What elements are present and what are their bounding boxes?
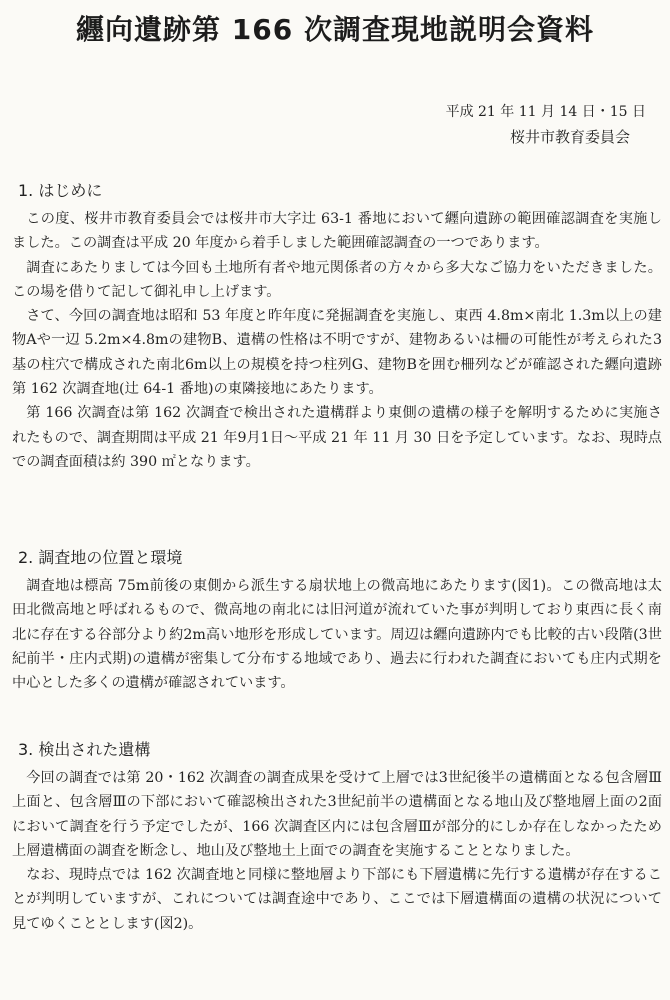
paragraph: 今回の調査では第 20・162 次調査の調査成果を受けて上層では3世紀後半の遺構面となる包含層Ⅲ上面と、包含層Ⅲの下部において確認検出された3世紀前半の遺構面となる地山及び整地層上面の2面において調査を行う予定でしたが、166 次調査区内には包含層Ⅲが部分的にしか存在しなかったため上層遺構面の調査を断念し、地山及び整地土上面での調査を実施することとなりました。: [12, 770, 662, 859]
section-heading: 2. 調査地の位置と環境: [18, 548, 183, 567]
issuing-organization: 桜井市教育委員会: [509, 128, 630, 146]
paragraph: 第 166 次調査は第 162 次調査で検出された遺構群より東側の遺構の様子を解明するために実施されたもので、調査期間は平成 21 年9月1日～平成 21 年 11 月 30 日を予定しています。なお、現時点での調査面積は約 390 ㎡となります。: [12, 405, 662, 470]
section-heading: 1. はじめに: [18, 181, 103, 200]
document-title: 纒向遺跡第 166 次調査現地説明会資料: [76, 13, 594, 46]
section-location-environment: [12, 545, 662, 695]
paragraph: この度、桜井市教育委員会では桜井市大字辻 63-1 番地において纒向遺跡の範囲確認調査を実施しました。この調査は平成 20 年度から着手しました範囲確認調査の一つであります。: [12, 211, 662, 252]
paragraph: 調査にあたりましては今回も土地所有者や地元関係者の方々から多大なご協力をいただきました。この場を借りて記して御礼申し上げます。: [12, 259, 662, 300]
section-heading: 3. 検出された遺構: [18, 740, 151, 759]
section-introduction: [12, 178, 662, 474]
document-date: 平成 21 年 11 月 14 日・15 日: [445, 104, 646, 120]
section-detected-features: [12, 737, 662, 936]
paragraph: さて、今回の調査地は昭和 53 年度と昨年度に発掘調査を実施し、東西 4.8m×南北 1.3m以上の建物Aや一辺 5.2m×4.8mの建物B、遺構の性格は不明ですが、建物あるいは柵の可能性が考えられた3基の柱穴で構成された南北6m以上の規模を持つ柱列G、建物Bを囲む柵列などが確認された纒向遺跡第 162 次調査地(辻 64-1 番地)の東隣接地にあたります。: [12, 308, 662, 398]
paragraph: 調査地は標高 75m前後の東側から派生する扇状地上の微高地にあたります(図1)。この微高地は太田北微高地と呼ばれるもので、微高地の南北には旧河道が流れていた事が判明しており東西に長く南北に存在する谷部分より約2m高い地形を形成しています。周辺は纒向遺跡内でも比較的古い段階(3世紀前半・庄内式期)の遺構が密集して分布する地域であり、過去に行われた調査においても庄内式期を中心とした多くの遺構が確認されています。: [12, 578, 662, 692]
paragraph: なお、現時点では 162 次調査地と同様に整地層より下部にも下層遺構に先行する遺構が存在することが判明していますが、これについては調査途中であり、ここでは下層遺構面の遺構の状況について見てゆくこととします(図2)。: [12, 867, 662, 932]
